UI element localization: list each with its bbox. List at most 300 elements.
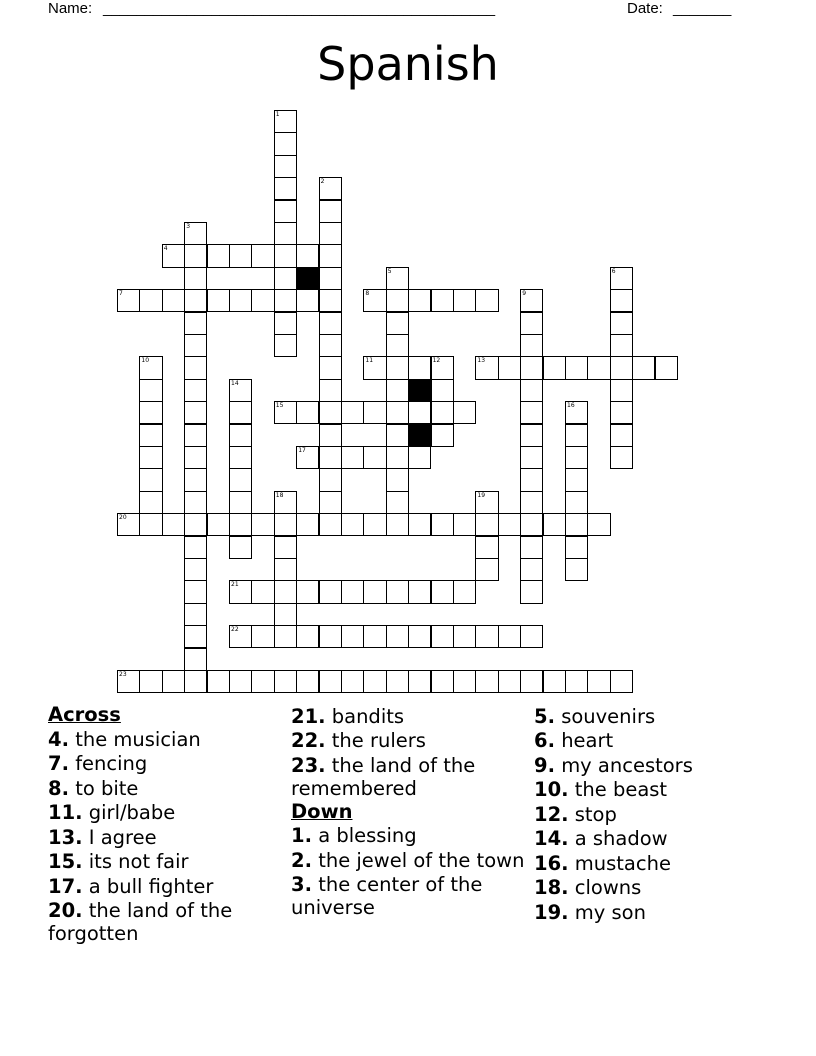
down-heading: Down — [291, 799, 353, 823]
crossword-cell[interactable] — [139, 468, 162, 491]
crossword-cell[interactable] — [207, 513, 230, 536]
crossword-cell[interactable] — [520, 356, 543, 379]
clue-item-number: 14. — [534, 827, 569, 850]
crossword-cell[interactable] — [386, 267, 409, 290]
crossword-cell[interactable] — [319, 446, 342, 469]
crossword-cell[interactable] — [274, 267, 297, 290]
crossword-cell[interactable] — [184, 222, 207, 245]
crossword-cell[interactable] — [565, 558, 588, 581]
crossword-cell[interactable] — [498, 625, 521, 648]
clue-item-text: heart — [561, 729, 614, 752]
clue-item-text: stop — [574, 802, 617, 826]
crossword-cell[interactable] — [296, 670, 319, 693]
crossword-cell[interactable] — [655, 356, 678, 379]
clue-item-number: 18. — [534, 876, 569, 899]
crossword-cell[interactable] — [319, 200, 342, 223]
crossword-cell[interactable] — [296, 244, 319, 267]
crossword-cell[interactable] — [363, 446, 386, 469]
clue-item-text: souvenirs — [561, 704, 656, 728]
crossword-cell[interactable] — [610, 289, 633, 312]
crossword-cell[interactable] — [543, 356, 566, 379]
clue-item — [534, 705, 774, 728]
clue-item-number: 21. — [291, 704, 326, 728]
clue-item — [48, 899, 288, 945]
clue-item-number: 12. — [534, 802, 569, 826]
crossword-cell[interactable] — [520, 625, 543, 648]
crossword-cell[interactable] — [229, 580, 252, 603]
crossword-cell[interactable] — [319, 222, 342, 245]
crossword-cell[interactable] — [520, 491, 543, 514]
crossword-cell[interactable] — [296, 289, 319, 312]
crossword-cell[interactable] — [274, 536, 297, 559]
crossword-cell[interactable] — [386, 580, 409, 603]
crossword-cell[interactable] — [184, 267, 207, 290]
crossword-cell[interactable] — [408, 401, 431, 424]
crossword-cell[interactable] — [431, 379, 454, 402]
crossword-cell[interactable] — [274, 222, 297, 245]
crossword-cell[interactable] — [386, 334, 409, 357]
crossword-cell[interactable] — [251, 513, 274, 536]
crossword-cell[interactable] — [453, 625, 476, 648]
crossword-cell[interactable] — [565, 491, 588, 514]
crossword-cell[interactable] — [431, 580, 454, 603]
crossword-cell[interactable] — [296, 401, 319, 424]
crossword-cell[interactable] — [498, 356, 521, 379]
crossword-cell[interactable] — [296, 625, 319, 648]
crossword-cell[interactable] — [274, 580, 297, 603]
clue-number: 10 — [141, 357, 150, 365]
crossword-cell[interactable] — [498, 670, 521, 693]
crossword-cell[interactable] — [184, 625, 207, 648]
crossword-cell[interactable] — [565, 536, 588, 559]
crossword-cell[interactable] — [475, 356, 498, 379]
crossword-cell[interactable] — [565, 468, 588, 491]
crossword-cell[interactable] — [207, 244, 230, 267]
crossword-cell[interactable] — [610, 334, 633, 357]
crossword-cell[interactable] — [475, 670, 498, 693]
clue-item-text: the land of the remembered — [291, 753, 476, 800]
crossword-cell[interactable] — [341, 670, 364, 693]
crossword-cell[interactable] — [117, 513, 140, 536]
crossword-cell[interactable] — [520, 513, 543, 536]
crossword-cell[interactable] — [386, 312, 409, 335]
crossword-cell[interactable] — [520, 379, 543, 402]
crossword-cell[interactable] — [475, 625, 498, 648]
crossword-cell[interactable] — [610, 670, 633, 693]
crossword-cell[interactable] — [274, 670, 297, 693]
crossword-cell[interactable] — [229, 625, 252, 648]
clue-item — [534, 852, 774, 875]
crossword-cell[interactable] — [229, 468, 252, 491]
clue-item — [48, 850, 288, 873]
clue-number: 22 — [231, 626, 239, 634]
crossword-cell[interactable] — [363, 625, 386, 648]
clue-item-text: clowns — [574, 876, 642, 899]
crossword-cell[interactable] — [184, 401, 207, 424]
crossword-cell[interactable] — [610, 356, 633, 379]
crossword-cell[interactable] — [207, 670, 230, 693]
clue-number: 13 — [477, 357, 486, 365]
crossword-cell[interactable] — [431, 401, 454, 424]
crossword-cell[interactable] — [520, 289, 543, 312]
crossword-cell[interactable] — [431, 356, 454, 379]
crossword-cell[interactable] — [520, 401, 543, 424]
crossword-cell[interactable] — [520, 558, 543, 581]
crossword-cell[interactable] — [229, 244, 252, 267]
crossword-cell[interactable] — [431, 670, 454, 693]
crossword-cell[interactable] — [543, 670, 566, 693]
crossword-cell[interactable] — [184, 424, 207, 447]
clue-item — [291, 849, 531, 872]
clue-column-1 — [48, 703, 288, 945]
crossword-cell[interactable] — [386, 356, 409, 379]
crossword-cell[interactable] — [386, 625, 409, 648]
crossword-cell[interactable] — [520, 334, 543, 357]
clue-number: 12 — [432, 357, 441, 365]
crossword-cell[interactable] — [520, 670, 543, 693]
clue-item-number: 10. — [534, 778, 569, 801]
crossword-cell[interactable] — [251, 580, 274, 603]
crossword-cell[interactable] — [341, 580, 364, 603]
crossword-cell[interactable] — [565, 356, 588, 379]
crossword-cell[interactable] — [184, 648, 207, 671]
crossword-cell[interactable] — [139, 401, 162, 424]
crossword-cell[interactable] — [319, 379, 342, 402]
puzzle-title: Spanish — [317, 37, 499, 91]
clue-item — [48, 801, 288, 824]
crossword-cell[interactable] — [408, 625, 431, 648]
clue-item — [534, 876, 774, 899]
crossword-cell[interactable] — [184, 558, 207, 581]
crossword-cell[interactable] — [610, 267, 633, 290]
crossword-cell[interactable] — [229, 379, 252, 402]
clue-item-text: I agree — [88, 825, 157, 849]
clue-number: 16 — [567, 402, 575, 410]
clue-item-number: 20. — [48, 899, 83, 922]
crossword-cell[interactable] — [386, 289, 409, 312]
crossword-cell[interactable] — [431, 625, 454, 648]
clue-item-text: a blessing — [318, 824, 417, 847]
crossword-cell[interactable] — [319, 513, 342, 536]
crossword-cell[interactable] — [139, 513, 162, 536]
crossword-cell[interactable] — [251, 289, 274, 312]
crossword-cell[interactable] — [229, 670, 252, 693]
crossword-cell[interactable] — [274, 603, 297, 626]
black-cell — [408, 379, 431, 402]
clue-item-number: 16. — [534, 851, 569, 875]
crossword-cell[interactable] — [184, 356, 207, 379]
crossword-cell[interactable] — [184, 289, 207, 312]
crossword-cell[interactable] — [162, 244, 185, 267]
crossword-cell[interactable] — [610, 401, 633, 424]
crossword-cell[interactable] — [475, 491, 498, 514]
clue-item — [48, 777, 288, 800]
clue-number: 4 — [163, 245, 168, 253]
crossword-cell[interactable] — [184, 603, 207, 626]
clue-item — [291, 705, 531, 728]
crossword-cell[interactable] — [274, 491, 297, 514]
crossword-cell[interactable] — [453, 513, 476, 536]
crossword-cell[interactable] — [139, 424, 162, 447]
crossword-cell[interactable] — [363, 580, 386, 603]
crossword-cell[interactable] — [274, 132, 297, 155]
crossword-cell[interactable] — [610, 379, 633, 402]
crossword-cell[interactable] — [453, 401, 476, 424]
crossword-cell[interactable] — [408, 580, 431, 603]
crossword-cell[interactable] — [498, 513, 521, 536]
clue-number: 23 — [119, 671, 127, 678]
crossword-cell[interactable] — [319, 580, 342, 603]
clue-number: 20 — [119, 514, 127, 522]
clue-number: 9 — [522, 290, 527, 298]
clue-column-3 — [534, 703, 774, 924]
clue-item-text: a bull fighter — [88, 874, 214, 898]
crossword-cell[interactable] — [341, 513, 364, 536]
crossword-cell[interactable] — [520, 468, 543, 491]
clue-number: 21 — [231, 581, 239, 589]
crossword-cell[interactable] — [453, 580, 476, 603]
crossword-cell[interactable] — [319, 244, 342, 267]
crossword-cell[interactable] — [386, 468, 409, 491]
crossword-cell[interactable] — [229, 513, 252, 536]
crossword-cell[interactable] — [386, 401, 409, 424]
clue-item-text: the jewel of the town — [318, 848, 525, 872]
crossword-cell[interactable] — [296, 446, 319, 469]
crossword-cell[interactable] — [431, 424, 454, 447]
date-blank-line[interactable]: _______ — [673, 0, 732, 17]
crossword-cell[interactable] — [319, 312, 342, 335]
crossword-cell[interactable] — [587, 356, 610, 379]
crossword-cell[interactable] — [610, 312, 633, 335]
clue-item-text: the center of the universe — [291, 873, 483, 919]
crossword-cell[interactable] — [274, 558, 297, 581]
clue-number: 6 — [611, 267, 616, 275]
crossword-cell[interactable] — [184, 513, 207, 536]
crossword-cell[interactable] — [408, 356, 431, 379]
clue-item-text: my ancestors — [561, 753, 693, 777]
crossword-cell[interactable] — [184, 580, 207, 603]
crossword-cell[interactable] — [184, 312, 207, 335]
crossword-cell[interactable] — [565, 670, 588, 693]
clue-item-number: 9. — [534, 753, 555, 777]
crossword-cell[interactable] — [207, 289, 230, 312]
clue-item — [48, 728, 288, 751]
crossword-cell[interactable] — [274, 244, 297, 267]
crossword-cell[interactable] — [319, 625, 342, 648]
crossword-cell[interactable] — [162, 289, 185, 312]
crossword-cell[interactable] — [431, 289, 454, 312]
crossword-cell[interactable] — [229, 446, 252, 469]
crossword-cell[interactable] — [363, 670, 386, 693]
clue-item-number: 22. — [291, 729, 326, 752]
crossword-cell[interactable] — [341, 625, 364, 648]
crossword-cell[interactable] — [274, 625, 297, 648]
black-cell — [408, 424, 431, 447]
clue-item-number: 8. — [48, 776, 69, 800]
crossword-cell[interactable] — [139, 289, 162, 312]
crossword-cell[interactable] — [184, 379, 207, 402]
crossword-cell[interactable] — [632, 356, 655, 379]
clue-item-number: 11. — [48, 801, 83, 824]
clue-item-number: 5. — [534, 704, 555, 728]
crossword-cell[interactable] — [386, 379, 409, 402]
clue-item-text: its not fair — [88, 850, 189, 873]
crossword-cell[interactable] — [587, 513, 610, 536]
crossword-cell[interactable] — [319, 334, 342, 357]
crossword-cell[interactable] — [543, 513, 566, 536]
crossword-cell[interactable] — [139, 446, 162, 469]
clue-item — [291, 754, 531, 800]
clue-item-number: 17. — [48, 874, 83, 898]
name-blank-line[interactable]: _______________________________________________ — [103, 0, 496, 17]
clue-item-text: a shadow — [574, 827, 668, 850]
crossword-cell[interactable] — [319, 356, 342, 379]
across-heading: Across — [48, 703, 121, 726]
crossword-cell[interactable] — [117, 670, 140, 693]
crossword-cell[interactable] — [341, 401, 364, 424]
clue-item-text: the musician — [75, 727, 201, 751]
crossword-cell[interactable] — [184, 670, 207, 693]
crossword-cell[interactable] — [565, 424, 588, 447]
clue-item — [48, 875, 288, 898]
crossword-cell[interactable] — [319, 289, 342, 312]
clue-number: 18 — [275, 491, 284, 499]
clue-item — [291, 824, 531, 847]
crossword-cell[interactable] — [408, 289, 431, 312]
clue-number: 15 — [275, 402, 284, 410]
crossword-cell[interactable] — [251, 244, 274, 267]
crossword-cell[interactable] — [184, 468, 207, 491]
crossword-cell[interactable] — [520, 536, 543, 559]
crossword-cell[interactable] — [274, 177, 297, 200]
crossword-cell[interactable] — [610, 424, 633, 447]
crossword-cell[interactable] — [408, 446, 431, 469]
clue-item — [534, 754, 774, 777]
clue-item-number: 2. — [291, 848, 312, 872]
crossword-cell[interactable] — [184, 334, 207, 357]
crossword-cell[interactable] — [363, 401, 386, 424]
crossword-cell[interactable] — [319, 670, 342, 693]
crossword-cell[interactable] — [386, 424, 409, 447]
crossword-cell[interactable] — [162, 670, 185, 693]
crossword-cell[interactable] — [319, 468, 342, 491]
crossword-cell[interactable] — [274, 155, 297, 178]
crossword-cell[interactable] — [565, 446, 588, 469]
clue-item-number: 1. — [291, 824, 312, 847]
crossword-cell[interactable] — [229, 289, 252, 312]
crossword-cell[interactable] — [251, 670, 274, 693]
clue-item — [534, 729, 774, 752]
clue-item-number: 23. — [291, 753, 326, 777]
clue-item-number: 13. — [48, 825, 83, 849]
crossword-cell[interactable] — [386, 446, 409, 469]
crossword-cell[interactable] — [453, 670, 476, 693]
clue-item-text: girl/babe — [88, 801, 176, 824]
crossword-cell[interactable] — [565, 401, 588, 424]
crossword-cell[interactable] — [475, 558, 498, 581]
crossword-cell[interactable] — [162, 513, 185, 536]
crossword-cell[interactable] — [184, 491, 207, 514]
crossword-cell[interactable] — [139, 491, 162, 514]
crossword-cell[interactable] — [386, 513, 409, 536]
clue-item-text: the beast — [574, 778, 668, 801]
crossword-cell[interactable] — [229, 536, 252, 559]
crossword-cell[interactable] — [363, 356, 386, 379]
clue-item-text: the land of the forgotten — [48, 899, 233, 945]
crossword-cell[interactable] — [587, 670, 610, 693]
crossword-cell[interactable] — [475, 536, 498, 559]
crossword-cell[interactable] — [251, 625, 274, 648]
crossword-cell[interactable] — [386, 491, 409, 514]
crossword-cell[interactable] — [274, 334, 297, 357]
crossword-cell[interactable] — [184, 446, 207, 469]
crossword-cell[interactable] — [117, 289, 140, 312]
crossword-cell[interactable] — [229, 424, 252, 447]
crossword-cell[interactable] — [520, 446, 543, 469]
crossword-cell[interactable] — [139, 356, 162, 379]
crossword-cell[interactable] — [139, 379, 162, 402]
crossword-cell[interactable] — [319, 177, 342, 200]
crossword-cell[interactable] — [274, 110, 297, 133]
crossword-cell[interactable] — [274, 513, 297, 536]
clue-number: 19 — [477, 491, 486, 499]
crossword-cell[interactable] — [475, 289, 498, 312]
crossword-cell[interactable] — [274, 401, 297, 424]
clue-number: 14 — [231, 379, 239, 387]
crossword-cell[interactable] — [520, 312, 543, 335]
clue-item — [534, 803, 774, 826]
crossword-cell[interactable] — [319, 424, 342, 447]
crossword-cell[interactable] — [274, 312, 297, 335]
name-label: Name: — [48, 0, 93, 17]
crossword-cell[interactable] — [610, 446, 633, 469]
crossword-cell[interactable] — [274, 289, 297, 312]
crossword-cell[interactable] — [386, 670, 409, 693]
crossword-cell[interactable] — [139, 670, 162, 693]
crossword-cell[interactable] — [475, 513, 498, 536]
clue-number: 5 — [387, 267, 392, 275]
crossword-cell[interactable] — [363, 513, 386, 536]
clue-item-number: 7. — [48, 752, 69, 775]
crossword-cell[interactable] — [363, 289, 386, 312]
crossword-cell[interactable] — [319, 267, 342, 290]
clue-number: 11 — [365, 357, 374, 365]
clue-number: 17 — [298, 447, 306, 454]
crossword-cell[interactable] — [229, 491, 252, 514]
crossword-cell[interactable] — [408, 513, 431, 536]
clue-item-text: the rulers — [331, 729, 426, 752]
crossword-cell[interactable] — [296, 513, 319, 536]
crossword-cell[interactable] — [184, 244, 207, 267]
clue-item-number: 15. — [48, 850, 83, 873]
crossword-cell[interactable] — [229, 401, 252, 424]
crossword-cell[interactable] — [453, 289, 476, 312]
crossword-cell[interactable] — [319, 491, 342, 514]
crossword-cell[interactable] — [520, 580, 543, 603]
clue-item — [48, 826, 288, 849]
crossword-cell[interactable] — [565, 513, 588, 536]
crossword-cell[interactable] — [296, 580, 319, 603]
crossword-cell[interactable] — [319, 401, 342, 424]
crossword-cell[interactable] — [431, 513, 454, 536]
clue-item-number: 3. — [291, 873, 312, 896]
crossword-cell[interactable] — [341, 446, 364, 469]
crossword-cell[interactable] — [184, 536, 207, 559]
crossword-cell[interactable] — [520, 424, 543, 447]
crossword-cell[interactable] — [274, 200, 297, 223]
clue-item-text: bandits — [331, 704, 405, 728]
crossword-cell[interactable] — [408, 670, 431, 693]
